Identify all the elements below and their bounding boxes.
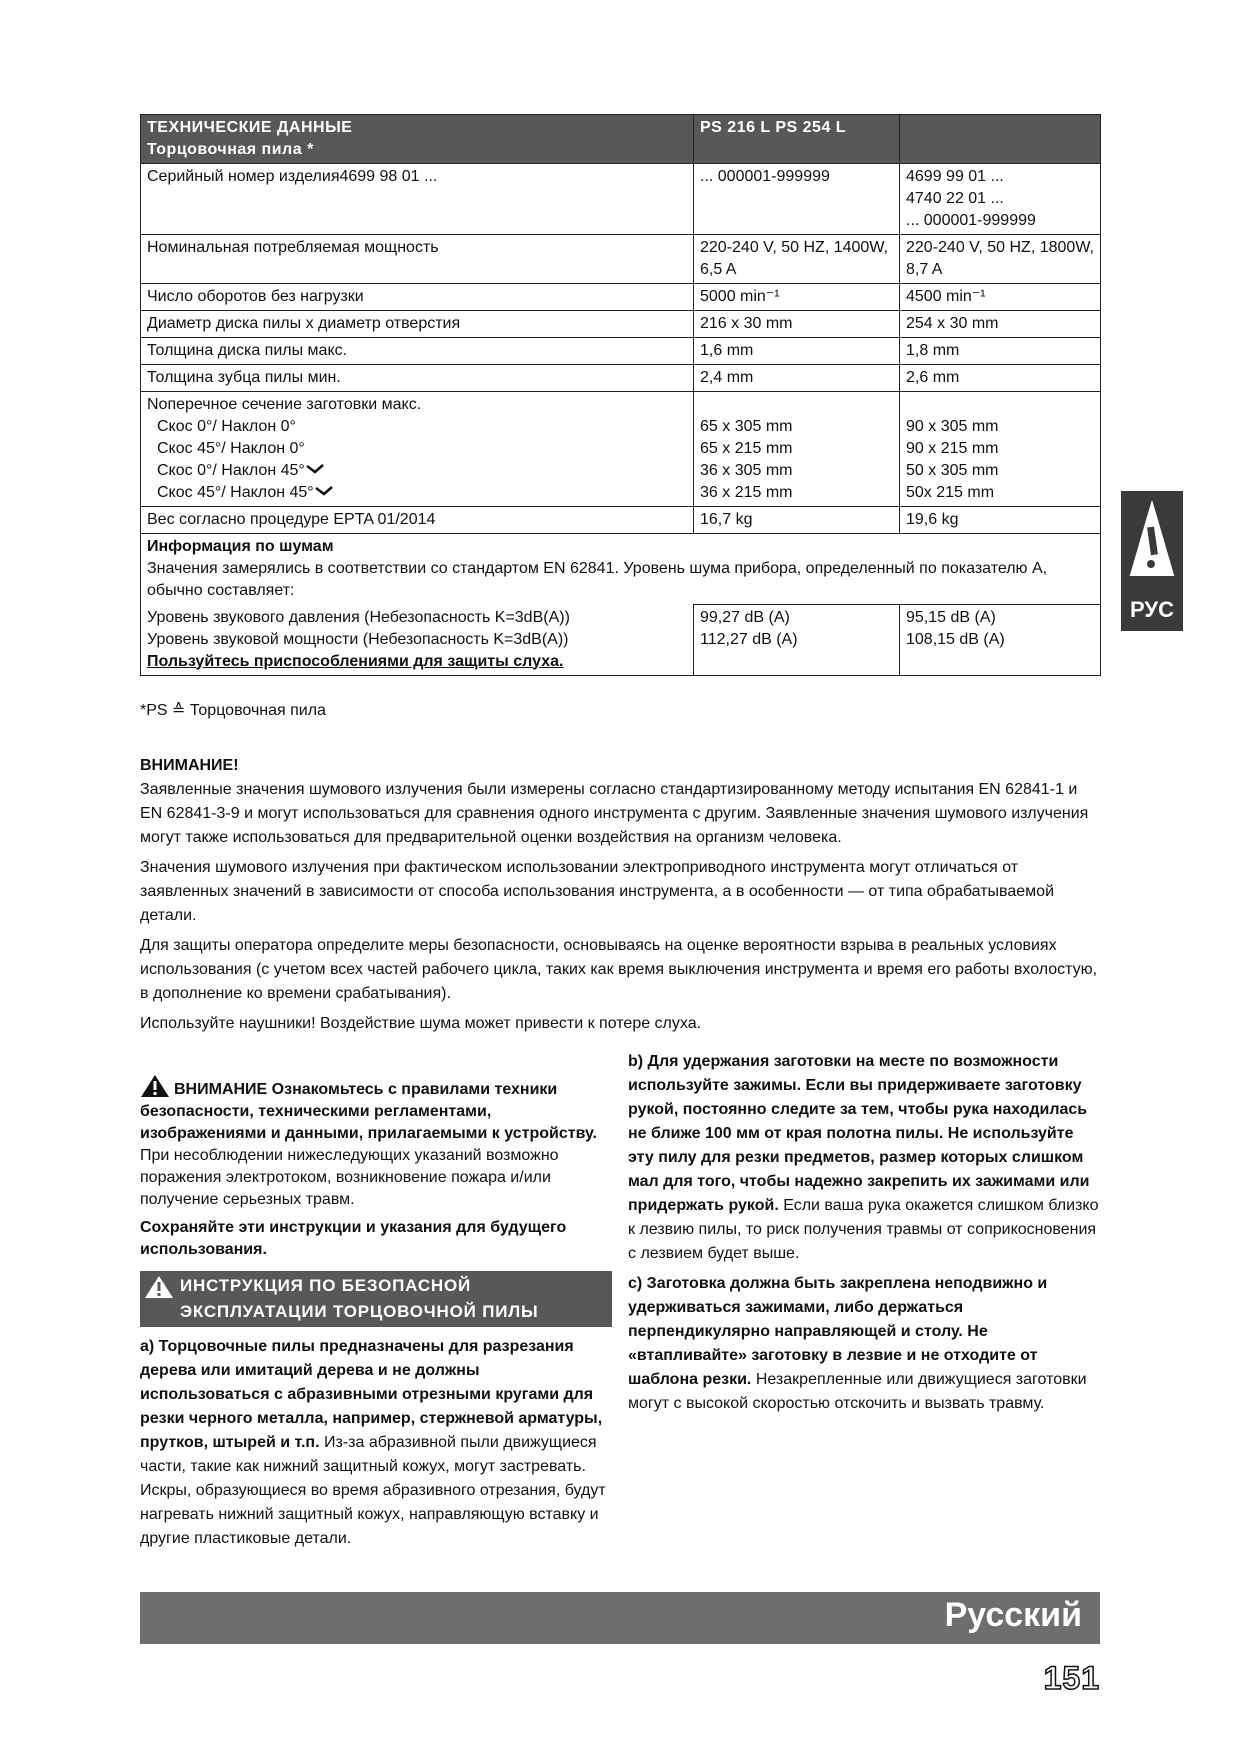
row-label: Диаметр диска пилы х диаметр отверстия — [147, 315, 461, 332]
cross-section-value: 90 x 305 mm — [906, 418, 999, 435]
cross-section-value: 50 x 305 mm — [906, 462, 999, 479]
table-title: ТЕХНИЧЕСКИЕ ДАННЫЕ — [147, 119, 353, 136]
cross-section-label: Скос 0°/ Наклон 0° — [157, 418, 296, 435]
row-label: Серийный номер изделия4699 98 01 ... — [147, 168, 438, 185]
table-row — [141, 338, 1101, 365]
row-value: 4740 22 01 ... — [906, 190, 1004, 207]
table-row-cross-section — [141, 392, 1101, 507]
row-value: 216 x 30 mm — [700, 315, 793, 332]
cross-section-value: 36 x 305 mm — [700, 462, 793, 479]
row-value: 220-240 V, 50 HZ, 1400W, — [700, 239, 888, 256]
row-label: Число оборотов без нагрузки — [147, 288, 364, 305]
attention-title: ВНИМАНИЕ! — [140, 757, 239, 774]
table-header-title — [141, 115, 694, 164]
table-row-weight — [141, 507, 1101, 534]
side-tab-label: РУС — [1130, 597, 1174, 622]
attention-paragraph: Значения шумового излучения при фактическом использовании электроприводного инструмента могут отличаться от заявленных значений в зависимости от способа использования инструмента, а в особенности — от типа обрабатываемой детали. — [140, 859, 1054, 924]
noise-power-label: Уровень звуковой мощности (Небезопасность K=3dB(A)) — [147, 630, 569, 648]
safety-item-b — [628, 1050, 1100, 1266]
row-value: 8,7 A — [906, 261, 943, 278]
general-warning-text: При несоблюдении нижеследующих указаний возможно поражения электротоком, возникновение пожара и/или получение серьезных травм. — [140, 1147, 559, 1208]
section-heading — [140, 1271, 612, 1327]
safety-item-b-bold: b) Для удержания заготовки на месте по возможности используйте зажимы. Если вы придерживаете заготовку рукой, постоянно следите за тем, чтобы рука находилась не ближе 100 мм от края полотна пилы. Не используйте эту пилу для резки предметов, размер которых слишком мал для того, чтобы надежно закрепить их зажимами или придержать рукой. — [628, 1053, 1090, 1214]
cross-section-label: Скос 0°/ Наклон 45° — [157, 462, 305, 479]
weight-value: 16,7 kg — [700, 511, 753, 528]
row-value: 1,8 mm — [906, 342, 960, 359]
cross-section-label: Скос 45°/ Наклон 0° — [157, 440, 305, 457]
table-row — [141, 164, 1101, 235]
row-value: 6,5 A — [700, 261, 737, 278]
row-label: Толщина диска пилы макс. — [147, 342, 348, 359]
attention-paragraph: Для защиты оператора определите меры безопасности, основываясь на оценке вероятности взрыва в реальных условиях использования (с учетом всех частей рабочего цикла, таких как время выключения инструмента и время его работы вхолостую, в дополнение ко времени срабатывания). — [140, 937, 1098, 1002]
cross-section-value: 65 x 305 mm — [700, 418, 793, 435]
page-number: 151 — [1043, 1660, 1100, 1696]
row-value: 4699 99 01 ... — [906, 168, 1004, 185]
table-header-models — [694, 115, 900, 164]
row-value: 2,6 mm — [906, 369, 960, 386]
noise-power-value: 112,27 dB (A) — [700, 631, 798, 648]
safety-item-a — [140, 1335, 612, 1551]
safety-item-c-text: Незакрепленные или движущиеся заготовки могут с высокой скоростью отскочить и вызвать травму. — [628, 1371, 1087, 1412]
weight-label: Вес согласно процедуре EPTA 01/2014 — [147, 511, 436, 528]
row-value: 1,6 mm — [700, 342, 754, 359]
row-value: 4500 min⁻¹ — [906, 288, 986, 305]
footer-language: Русский — [944, 1596, 1082, 1634]
bevel-icon — [305, 463, 325, 475]
warning-triangle-icon — [140, 1074, 170, 1098]
cross-section-value: 50x 215 mm — [906, 484, 995, 501]
noise-title: Информация по шумам — [147, 538, 334, 555]
language-side-tab — [1121, 491, 1183, 631]
noise-pressure-label: Уровень звукового давления (Небезопасность K=3dB(A)) — [147, 608, 570, 626]
table-header-empty — [900, 115, 1101, 164]
table-subtitle: Торцовочная пила * — [147, 141, 314, 158]
weight-value: 19,6 kg — [906, 511, 959, 528]
keep-instructions: Сохраняйте эти инструкции и указания для будущего использования. — [140, 1219, 567, 1258]
cross-section-label: Скос 45°/ Наклон 45° — [157, 484, 314, 501]
attention-block — [140, 754, 1100, 1042]
row-value: 2,4 mm — [700, 369, 754, 386]
row-value: ... 000001-999999 — [700, 168, 830, 185]
hearing-protection-note: Пользуйтесь приспособлениями для защиты слуха. — [147, 652, 564, 670]
cross-section-title: Nоперечное сечение заготовки макс. — [147, 396, 422, 413]
row-label: Толщина зубца пилы мин. — [147, 369, 341, 386]
cross-section-value: 90 x 215 mm — [906, 440, 999, 457]
bevel-icon — [314, 485, 334, 497]
models-label: PS 216 L PS 254 L — [700, 119, 847, 136]
row-value: 254 x 30 mm — [906, 315, 999, 332]
table-row-noise-info — [141, 534, 1101, 605]
right-column — [628, 1050, 1100, 1422]
general-warning — [140, 1074, 612, 1211]
general-warning-bold: ВНИМАНИЕ Ознакомьтесь с правилами техники безопасности, техническими регламентами, изображениями и данными, прилагаемыми к устройству. — [140, 1081, 597, 1142]
table-header-row — [141, 115, 1101, 164]
row-value: 5000 min⁻¹ — [700, 288, 780, 305]
attention-paragraph: Заявленные значения шумового излучения были измерены согласно стандартизированному методу испытания EN 62841-1 и EN 62841-3-9 и могут использоваться для сравнения одного инструмента с другим. Заявленные значения шумового излучения могут также использоваться для предварительной оценки воздействия на организм человека. — [140, 781, 1089, 846]
noise-pressure-value: 95,15 dB (A) — [906, 609, 996, 626]
safety-item-c — [628, 1272, 1100, 1416]
safety-item-a-bold: a) Торцовочные пилы предназначены для разрезания дерева или имитаций дерева и не должны использоваться с абразивными отрезными кругами для резки черного металла, например, стержневой арматуры, прутков, штырей и т.п. — [140, 1338, 603, 1451]
table-row — [141, 365, 1101, 392]
footer-bar — [140, 1592, 1100, 1644]
row-value: 220-240 V, 50 HZ, 1800W, — [906, 239, 1094, 256]
warning-icon — [1129, 501, 1175, 581]
table-row — [141, 311, 1101, 338]
footnote: *PS ≙ Торцовочная пила — [140, 702, 326, 719]
table-row — [141, 235, 1101, 284]
safety-item-c-bold: c) Заготовка должна быть закреплена неподвижно и удерживаться зажимами, либо держаться перпендикулярно направляющей и столу. Не «втапливайте» заготовку в лезвие и не отходите от шаблона резки. — [628, 1275, 1048, 1388]
noise-pressure-value: 99,27 dB (A) — [700, 609, 790, 626]
warning-triangle-icon — [144, 1275, 174, 1299]
cross-section-value: 65 x 215 mm — [700, 440, 793, 457]
left-column — [140, 1074, 612, 1557]
table-row — [141, 284, 1101, 311]
noise-text: Значения замерялись в соответствии со стандартом EN 62841. Уровень шума прибора, определенный по показателю А, обычно составляет: — [147, 560, 1048, 599]
section-heading-title: ИНСТРУКЦИЯ ПО БЕЗОПАСНОЙ ЭКСПЛУАТАЦИИ ТОРЦОВОЧНОЙ ПИЛЫ — [180, 1276, 539, 1321]
attention-paragraph: Используйте наушники! Воздействие шума может привести к потере слуха. — [140, 1015, 702, 1032]
noise-power-value: 108,15 dB (A) — [906, 631, 1005, 648]
safety-item-a-text: Из-за абразивной пыли движущиеся части, такие как нижний защитный кожух, могут застревать. Искры, образующиеся во время абразивного отрезания, будут нагревать нижний защитный кожух, направляющую вставку и другие пластиковые детали. — [140, 1434, 606, 1547]
row-value: ... 000001-999999 — [906, 212, 1036, 229]
table-row-noise-values — [141, 605, 1101, 676]
cross-section-value: 36 x 215 mm — [700, 484, 793, 501]
row-label: Номинальная потребляемая мощность — [147, 239, 439, 256]
spec-table — [140, 114, 1101, 676]
safety-item-b-text: Если ваша рука окажется слишком близко к лезвию пилы, то риск получения травмы от соприкосновения с лезвием будет выше. — [628, 1197, 1099, 1262]
